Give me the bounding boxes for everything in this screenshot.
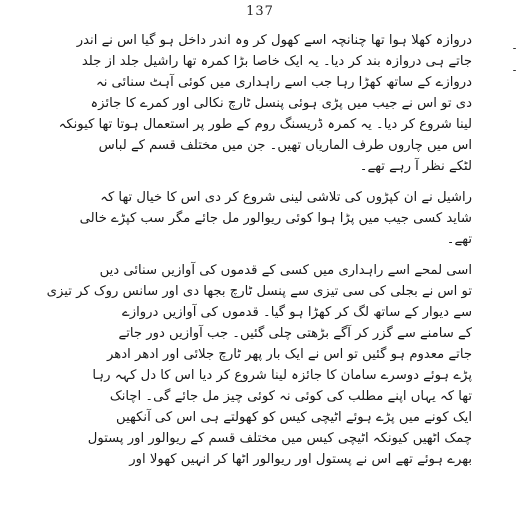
text-line: دروازہ کھلا ہوا تھا چنانچہ اسے کھول کر وہ اندر داخل ہو گیا اس نے اندر xyxy=(76,33,472,48)
text-line: سے دیوار کے ساتھ لگ کر کھڑا ہو گیا۔ قدموں کی آوازیں دروازے xyxy=(122,305,472,320)
text-line: چمک اٹھیں کیونکہ اٹیچی کیس میں مختلف قسم کے ریوالور اور پستول xyxy=(87,431,472,446)
text-line: دروازے کے ساتھ کھڑا رہا جب اسے راہداری میں کوئی آہٹ سنائی نہ xyxy=(95,75,472,90)
paragraph-gap xyxy=(44,177,472,187)
margin-mark: ۔ xyxy=(510,60,518,74)
paragraph-3 xyxy=(44,260,472,470)
text-line: تو اس نے بجلی کی سی تیزی سے پنسل ٹارچ بجھا دی اور سانس روک کر تیزی xyxy=(46,284,472,299)
text-line: پڑے ہوئے دوسرے سامان کا جائزہ لینا شروع کر دیا اس کا دل کہہ رہا xyxy=(92,368,472,383)
text-line: تھا کہ یہاں اپنے مطلب کی کوئی نہ کوئی چیز مل جائے گی۔ اچانک xyxy=(109,389,472,404)
text-line: اسی لمحے اسے راہداری میں کسی کے قدموں کی آوازیں سنائی دیں xyxy=(99,263,472,278)
page-number: 137 xyxy=(246,4,274,19)
text-line: بھرے ہوئے تھے اس نے پستول اور ریوالور اٹھا کر انہیں کھولا اور xyxy=(129,452,472,467)
text-line: دی تو اس نے جیب میں پڑی ہوئی پنسل ٹارچ نکالی اور کمرے کا جائزہ xyxy=(90,96,472,111)
text-line: جاتے معدوم ہو گئیں تو اس نے ایک بار پھر ٹارچ جلائی اور ادھر ادھر xyxy=(106,347,472,362)
text-line: شاید کسی جیب میں پڑا ہوا کوئی ریوالور مل جائے مگر سب کپڑے خالی xyxy=(79,211,472,226)
text-line: راشیل نے ان کپڑوں کی تلاشی لینی شروع کر دی اس کا خیال تھا کہ xyxy=(100,190,472,205)
text-line: اس میں چاروں طرف الماریاں تھیں۔ جن میں مختلف قسم کے لباس xyxy=(98,138,472,153)
text-line: تھے۔ xyxy=(446,232,472,247)
text-line: جاتے ہی دروازہ بند کر دیا۔ یہ ایک خاصا بڑا کمرہ تھا راشیل جلد از جلد xyxy=(81,54,472,69)
paragraph-1 xyxy=(44,30,472,177)
paragraph-2 xyxy=(44,187,472,250)
text-line: لٹکے نظر آ رہے تھے۔ xyxy=(359,159,472,174)
text-line: ایک کونے میں پڑے ہوئے اٹیچی کیس کو کھولتے ہی اس کی آنکھیں xyxy=(116,410,472,425)
paragraph-gap xyxy=(44,250,472,260)
margin-mark: ۔ xyxy=(510,38,518,52)
body-text xyxy=(44,30,472,470)
text-line: لینا شروع کر دیا۔ یہ کمرہ ڈریسنگ روم کے طور پر استعمال ہوتا تھا کیونکہ xyxy=(58,117,472,132)
text-line: کے سامنے سے گزر کر آگے بڑھتی چلی گئیں۔ جب آوازیں دور جاتے xyxy=(118,326,472,341)
